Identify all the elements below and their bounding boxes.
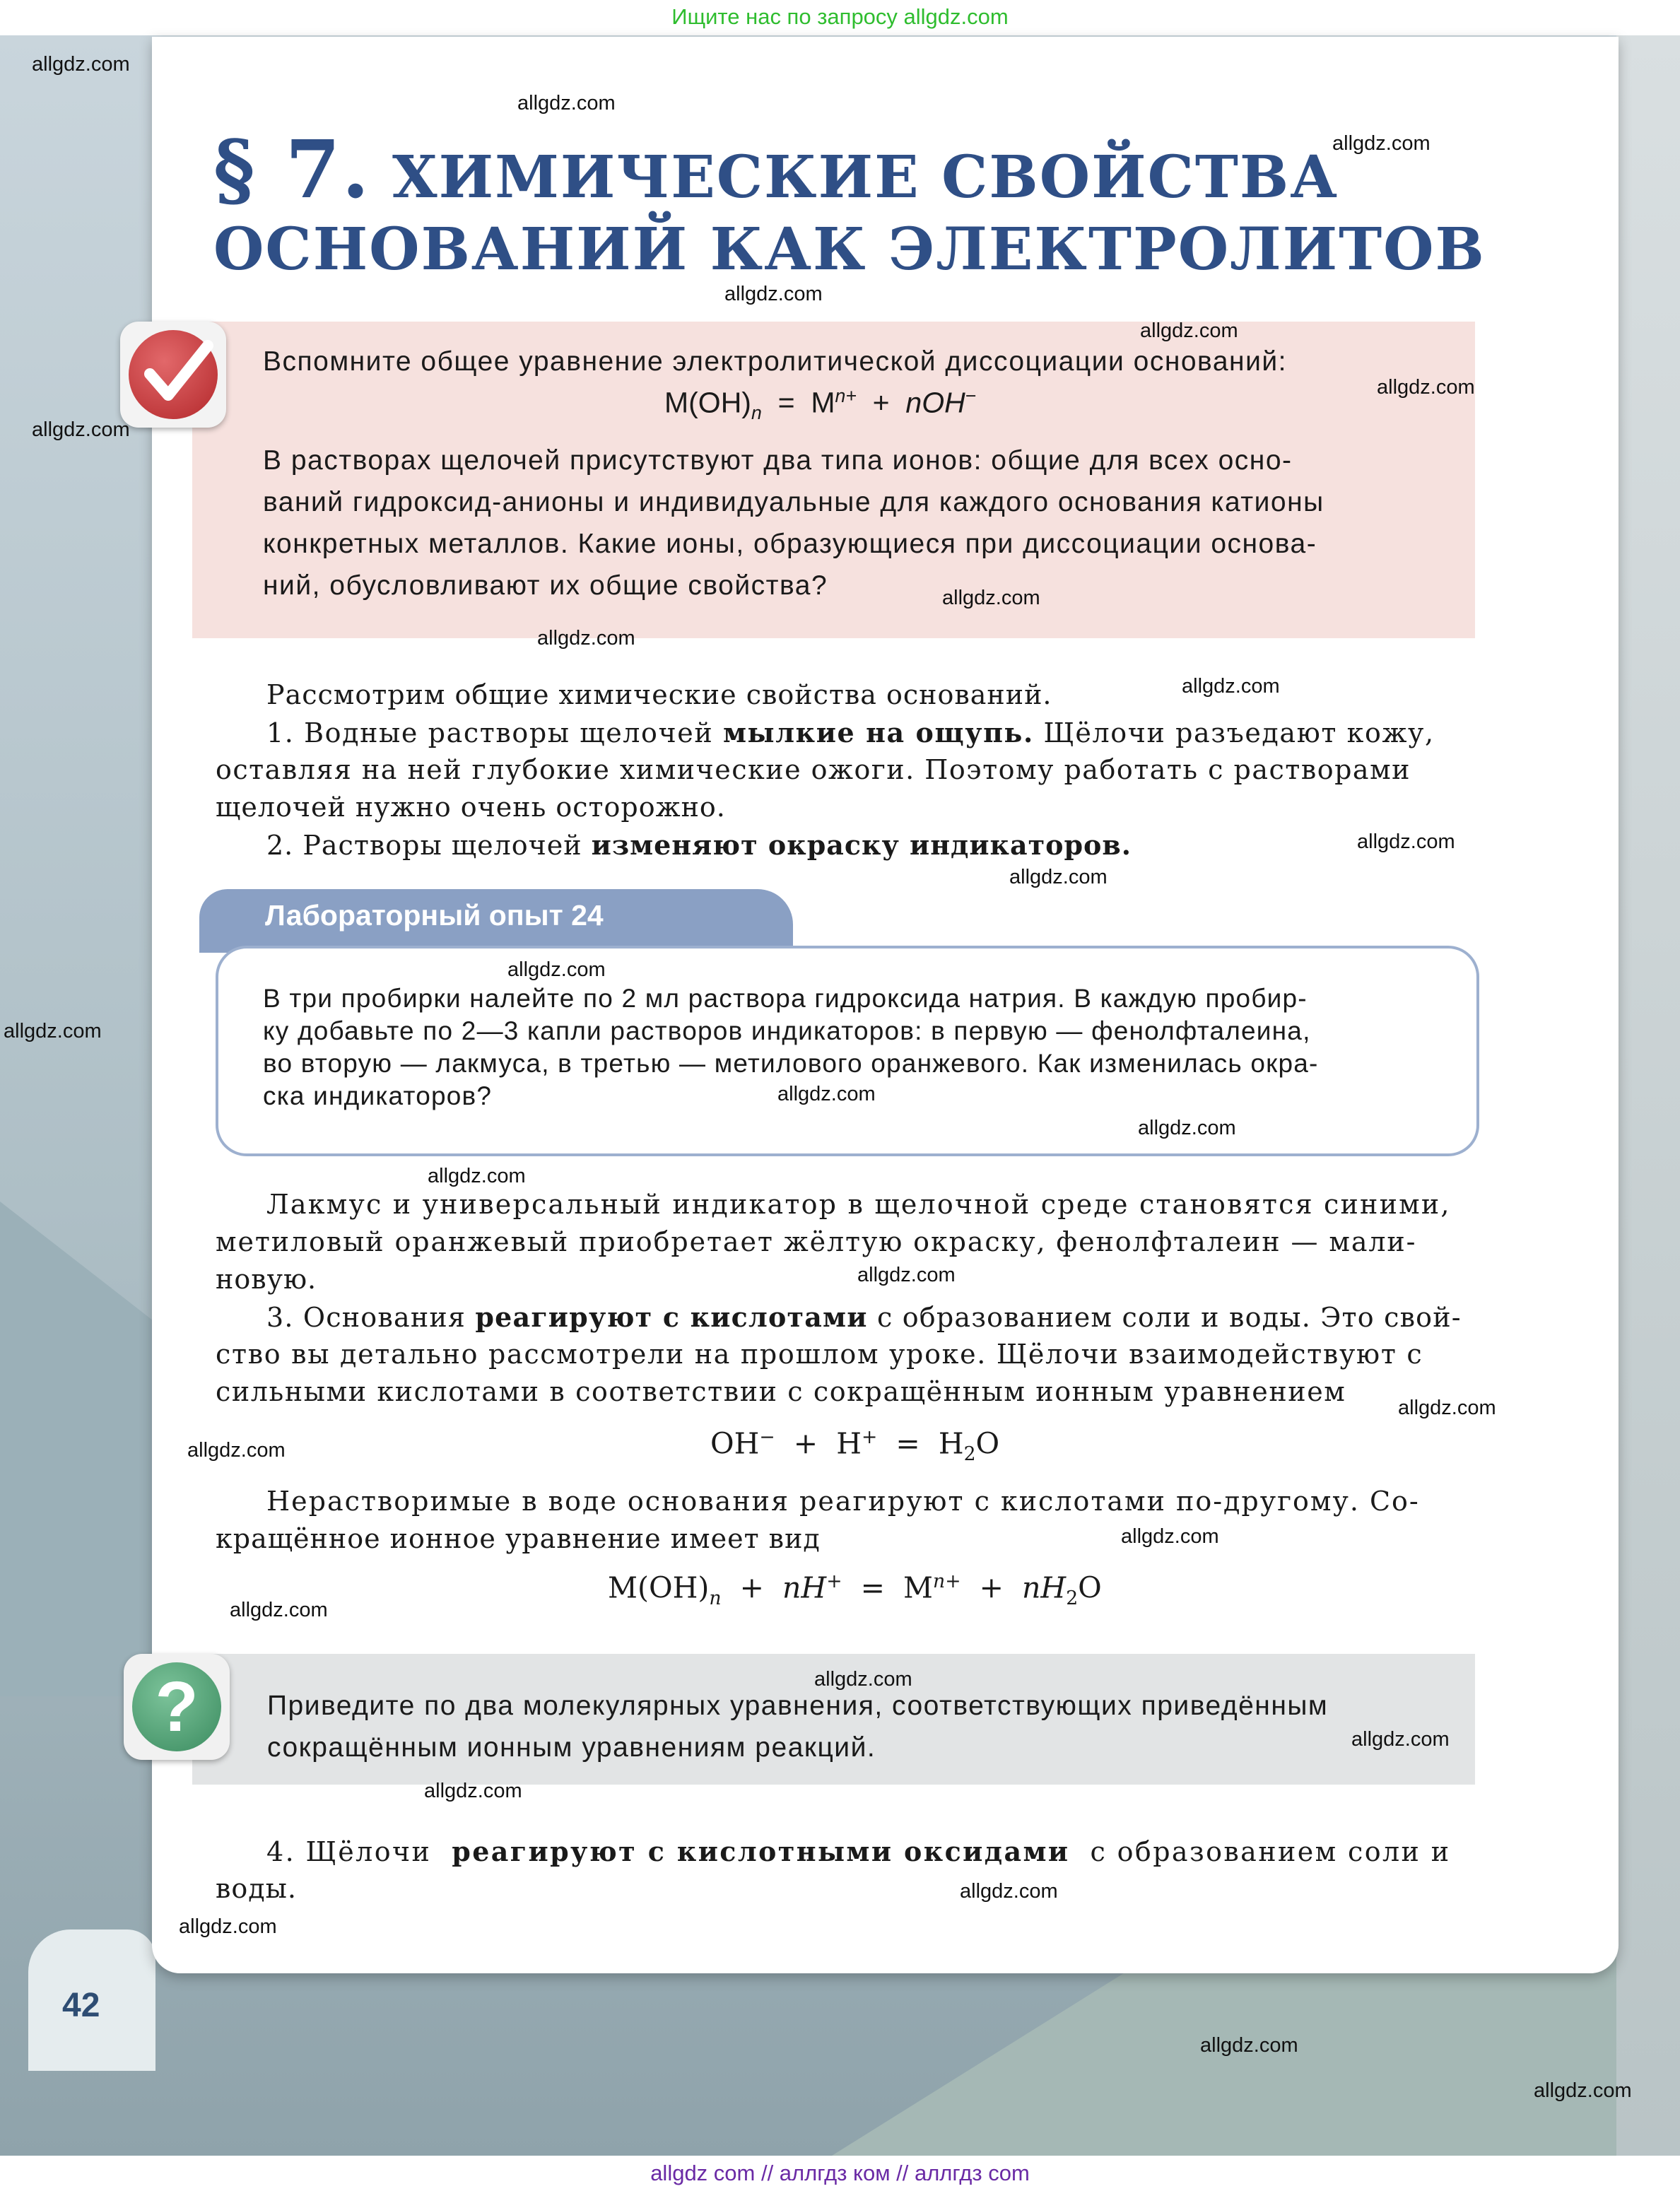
watermark: allgdz.com — [1357, 830, 1455, 853]
property-3-line-3: сильными кислотами в соответствии с сокращённым ионным уравнением — [216, 1376, 1346, 1407]
book-edge — [1616, 35, 1680, 2156]
watermark: allgdz.com — [1351, 1728, 1450, 1751]
watermark: allgdz.com — [1377, 376, 1475, 399]
property-1-line-3: щелочей нужно очень осторожно. — [216, 792, 726, 823]
checkmark-icon — [120, 322, 226, 428]
watermark: allgdz.com — [428, 1165, 526, 1187]
watermark: allgdz.com — [507, 958, 606, 981]
bottom-banner[interactable]: allgdz com // аллгдз ком // аллгдз com — [0, 2156, 1680, 2191]
insoluble-text-1: Нерастворимые в воде основания реагируют с кислотами по-другому. Со- — [266, 1486, 1420, 1517]
property-1-line-2: оставляя на ней глубокие химические ожоги. Поэтому работать с растворами — [216, 754, 1411, 785]
watermark: allgdz.com — [424, 1780, 522, 1802]
insoluble-text-2: кращённое ионное уравнение имеет вид — [216, 1523, 821, 1554]
property-3-line-2: ство вы детально рассмотрели на прошлом уроке. Щёлочи взаимодействуют с — [216, 1339, 1423, 1370]
watermark: allgdz.com — [724, 283, 823, 305]
watermark: allgdz.com — [942, 587, 1040, 609]
watermark: allgdz.com — [32, 53, 130, 76]
indicator-text-2: метиловый оранжевый приобретает жёлтую окраску, фенолфталеин — мали- — [216, 1226, 1417, 1257]
dissociation-formula: $M(OH)_n = M^{n+} + nOH^-$ — [664, 385, 977, 423]
recall-question: Вспомните общее уравнение электролитической диссоциации оснований: — [263, 346, 1287, 377]
watermark: allgdz.com — [814, 1668, 912, 1691]
watermark: allgdz.com — [1182, 675, 1280, 698]
property-4-line-2: воды. — [216, 1873, 297, 1904]
watermark: allgdz.com — [1009, 866, 1108, 888]
ionic-equation-1: $OH^- + H^+ = H_2O$ — [710, 1426, 1000, 1465]
recall-paragraph: В растворах щелочей присутствуют два типа ионов: общие для всех осно- ваний гидроксид-анионы и индивидуальные для каждого основания катионы конкретных металлов. Какие ионы, образующиеся при диссоциации основа- ний, обусловливают их общие свойства? — [263, 445, 1324, 601]
watermark: allgdz.com — [777, 1083, 876, 1105]
property-2: 2. Растворы щелочей изменяют окраску индикаторов. — [266, 829, 1132, 861]
intro-text: Рассмотрим общие химические свойства оснований. — [266, 679, 1052, 710]
property-3: 3. Основания реагируют с кислотами с образованием соли и воды. Это свой- — [266, 1301, 1462, 1333]
watermark: allgdz.com — [179, 1915, 277, 1938]
watermark: allgdz.com — [1138, 1117, 1236, 1139]
watermark: allgdz.com — [32, 418, 130, 441]
watermark: allgdz.com — [1534, 2079, 1632, 2102]
lab-title: Лабораторный опыт 24 — [265, 899, 604, 932]
watermark: allgdz.com — [537, 627, 635, 650]
title-line-1: ХИМИЧЕСКИЕ СВОЙСТВА — [392, 143, 1339, 211]
indicator-text-3: новую. — [216, 1264, 317, 1295]
section-title — [213, 124, 1486, 286]
watermark: allgdz.com — [517, 92, 616, 114]
page-number: 42 — [62, 1987, 100, 2024]
property-4: 4. Щёлочи реагируют с кислотными оксидами с образованием соли и — [266, 1835, 1451, 1867]
watermark: allgdz.com — [1121, 1525, 1219, 1548]
ionic-equation-2: $M(OH)_n + nH^+ = M^{n+} + nH_2O$ — [608, 1570, 1102, 1609]
watermark: allgdz.com — [960, 1880, 1058, 1903]
title-line-2: ОСНОВАНИЙ КАК ЭЛЕКТРОЛИТОВ — [213, 216, 1486, 283]
watermark: allgdz.com — [1200, 2034, 1298, 2057]
watermark: allgdz.com — [1398, 1397, 1496, 1419]
indicator-text-1: Лакмус и универсальный индикатор в щелочной среде становятся синими, — [266, 1189, 1451, 1220]
lab-text: В три пробирки налейте по 2 мл раствора гидроксида натрия. В каждую пробир- ку добавьте по 2—3 капли растворов индикаторов: в первую — фенолфталеина, во вторую — лакмуса, в третью — метилового оранжевого. Как изменилась окра- ска индикаторов? — [263, 984, 1319, 1110]
property-1: 1. Водные растворы щелочей мылкие на ощупь. Щёлочи разъедают кожу, — [266, 717, 1435, 748]
question-text: Приведите по два молекулярных уравнения, соответствующих приведённым сокращённым ионным уравнениям реакций. — [267, 1691, 1329, 1763]
watermark: allgdz.com — [1140, 319, 1238, 342]
watermark: allgdz.com — [4, 1020, 102, 1042]
watermark: allgdz.com — [187, 1439, 286, 1462]
top-banner[interactable]: Ищите нас по запросу allgdz.com — [0, 0, 1680, 35]
watermark: allgdz.com — [1332, 132, 1431, 155]
question-icon: ? — [124, 1654, 230, 1760]
watermark: allgdz.com — [857, 1264, 956, 1286]
watermark: allgdz.com — [230, 1599, 328, 1621]
section-number: § 7. — [213, 124, 371, 216]
